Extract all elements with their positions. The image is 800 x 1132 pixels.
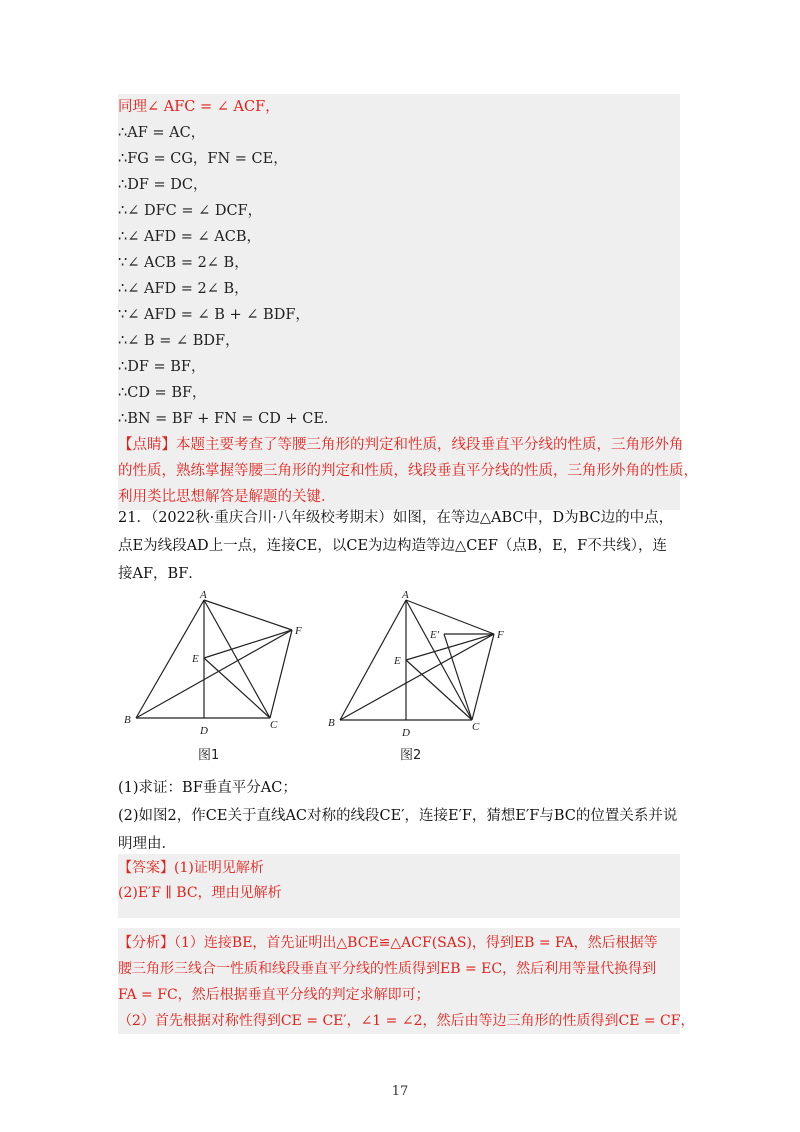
analysis-line: FA = FC，然后根据垂直平分线的判定求解即可； xyxy=(118,987,430,1003)
analysis-line: （2）首先根据对称性得到CE = CE′，∠1 = ∠2，然后由等边三角形的性质得到CE = CF， xyxy=(118,1013,695,1029)
proof-line: 同理∠ AFC = ∠ ACF， xyxy=(118,99,280,115)
page-number: 17 xyxy=(391,1084,409,1099)
comment-text: 本题主要考查了等腰三角形的判定和性质，线段垂直平分线的性质，三角形外角 xyxy=(176,437,684,453)
segment-ef xyxy=(406,634,494,660)
segment-ac xyxy=(204,600,270,718)
segment-fc xyxy=(270,630,292,718)
proof-line: ∴∠ AFD = 2∠ B， xyxy=(118,281,249,297)
proof-line: ∴∠ B = ∠ BDF， xyxy=(118,333,240,349)
label-e: E xyxy=(192,653,199,665)
analysis-line: 【分析】（1）连接BE，首先证明出△BCE≌△ACF(SAS)，得到EB = FA，然后根据等 xyxy=(118,935,658,951)
proof-line: ∴∠ AFD = ∠ ACB， xyxy=(118,229,261,245)
segment-af xyxy=(406,600,494,634)
segment-bf xyxy=(136,630,292,718)
analysis-line: 腰三角形三线合一性质和线段垂直平分线的性质得到EB = EC，然后利用等量代换得到 xyxy=(118,961,657,977)
proof-block xyxy=(118,94,698,510)
label-d: D xyxy=(200,725,208,737)
proof-line: ∴FG = CG，FN = CE， xyxy=(118,151,288,167)
proof-line: ∴DF = DC， xyxy=(118,177,208,193)
comment-line: 利用类比思想解答是解题的关键． xyxy=(118,489,336,505)
comment-line xyxy=(118,432,684,458)
figure-2-caption: 图2 xyxy=(400,748,422,763)
segment-ec xyxy=(204,658,270,718)
proof-line: ∴∠ DFC = ∠ DCF， xyxy=(118,203,263,219)
comment-tag: 【点睛】 xyxy=(118,437,176,453)
label-e: E xyxy=(394,655,401,667)
figure-1-caption: 图1 xyxy=(198,748,220,763)
question-line: 明理由． xyxy=(118,836,176,852)
problem-statement xyxy=(118,504,680,588)
analysis-block xyxy=(118,928,695,1034)
label-e-prime: E′ xyxy=(430,629,440,641)
answer-line: (2)E′F ∥ BC，理由见解析 xyxy=(118,885,282,901)
problem-line: 接AF，BF． xyxy=(118,566,203,582)
proof-line: ∴BN = BF + FN = CD + CE． xyxy=(118,411,339,427)
label-f: F xyxy=(295,625,302,637)
figure-2 xyxy=(320,588,530,740)
segment-ac xyxy=(406,600,472,720)
label-b: B xyxy=(328,717,335,729)
label-b: B xyxy=(124,714,131,726)
questions xyxy=(118,774,680,858)
question-line: (1)求证：BF垂直平分AC； xyxy=(118,780,297,796)
comment-line: 的性质，熟练掌握等腰三角形的判定和性质，线段垂直平分线的性质，三角形外角的性质， xyxy=(118,463,698,479)
problem-line: 点E为线段AD上一点，连接CE，以CE为边构造等边△CEF（点B，E，F不共线），连 xyxy=(118,538,667,554)
label-a: A xyxy=(200,589,207,601)
question-line: (2)如图2，作CE关于直线AC对称的线段CE′，连接E′F，猜想E′F与BC的位置关系并说 xyxy=(118,808,678,824)
label-c: C xyxy=(472,721,480,733)
segment-fc xyxy=(472,634,494,720)
proof-line: ∴AF = AC， xyxy=(118,125,206,141)
figure-1 xyxy=(118,588,328,740)
proof-line: ∵∠ AFD = ∠ B + ∠ BDF， xyxy=(118,307,310,323)
label-d: D xyxy=(402,727,410,739)
answer-block xyxy=(118,854,680,918)
problem-line: 21．（2022秋·重庆合川·八年级校考期末）如图，在等边△ABC中，D为BC边的中点， xyxy=(118,510,674,526)
label-c: C xyxy=(270,719,278,731)
label-a: A xyxy=(402,589,409,601)
segment-ef xyxy=(204,630,292,658)
proof-line: ∵∠ ACB = 2∠ B， xyxy=(118,255,249,271)
answer-line: 【答案】(1)证明见解析 xyxy=(118,860,264,876)
segment-af xyxy=(204,600,292,630)
proof-line: ∴DF = BF， xyxy=(118,359,206,375)
label-f: F xyxy=(497,629,504,641)
proof-line: ∴CD = BF， xyxy=(118,385,207,401)
